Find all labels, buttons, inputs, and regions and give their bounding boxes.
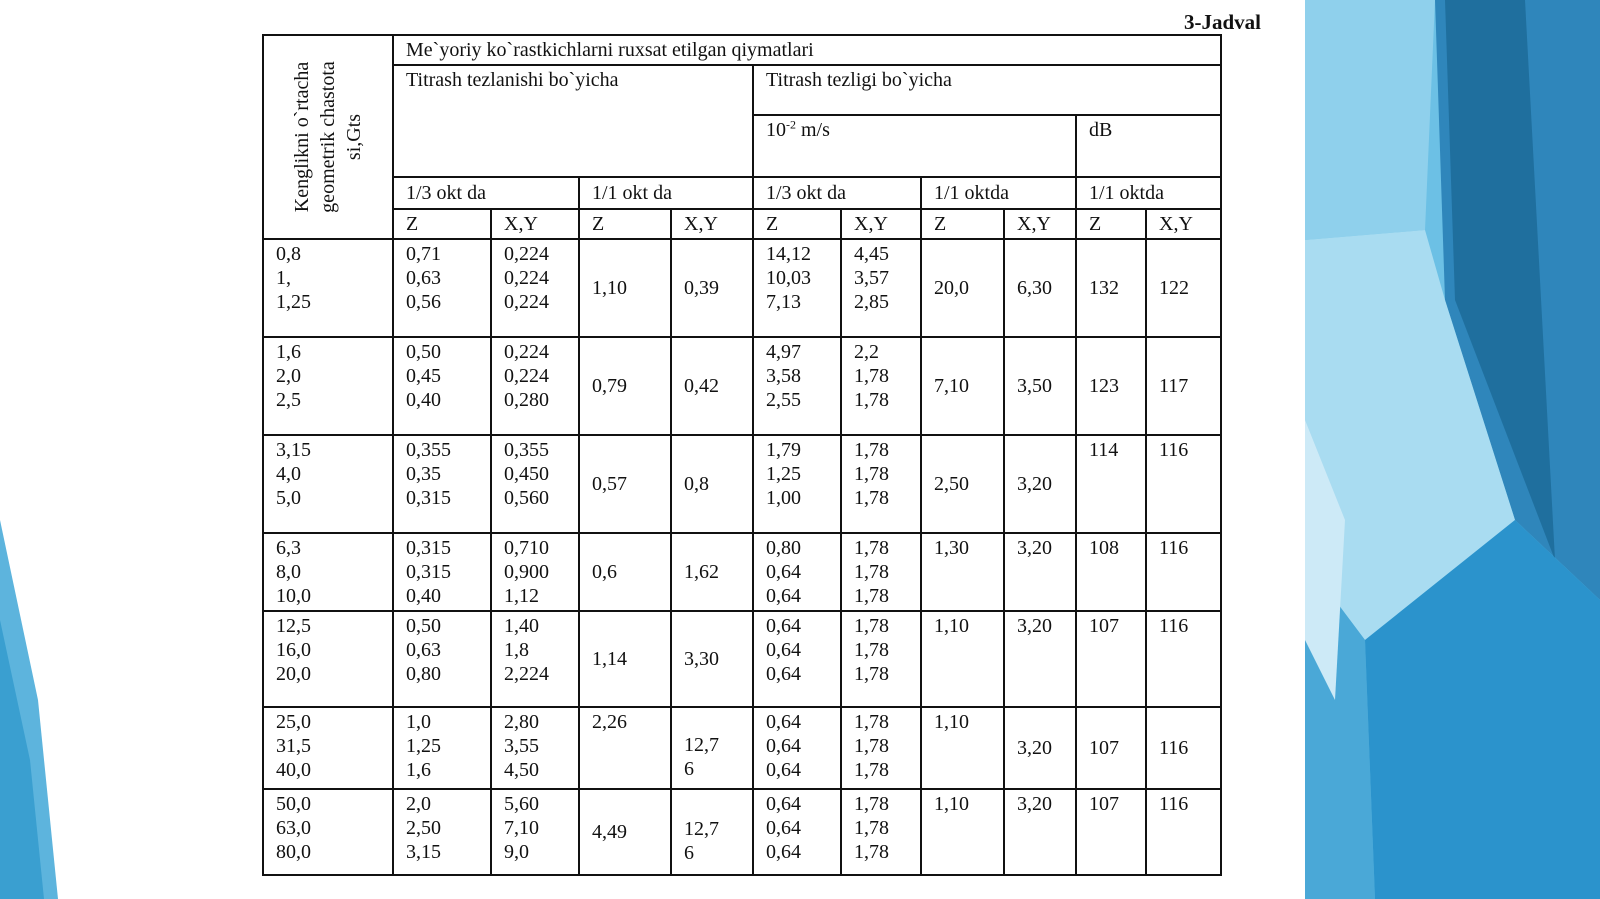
- vel-octave-z-cell: 1,10: [921, 611, 1004, 707]
- cell-value: 2,55: [766, 389, 801, 411]
- header-z: Z: [393, 209, 491, 239]
- cell-value: 1,6: [406, 759, 431, 781]
- frequency-header-line3: si,Gts: [343, 113, 365, 161]
- table-row: [263, 611, 1221, 707]
- cell-value: 0,560: [504, 487, 549, 509]
- vel-octave-xy-cell: 3,20: [1004, 435, 1076, 533]
- cell-value: 9,0: [504, 841, 529, 863]
- db-z-cell: 123: [1076, 337, 1146, 435]
- cell-value: 1,40: [504, 615, 539, 637]
- cell-value: 6: [684, 758, 694, 780]
- vel-third-xy-cell: [841, 435, 921, 533]
- db-z-cell: 114: [1076, 435, 1146, 533]
- cell-value: 0,280: [504, 389, 549, 411]
- cell-value: 3,58: [766, 365, 801, 387]
- db-xy-cell: 117: [1146, 337, 1221, 435]
- cell-value: 0,64: [766, 793, 801, 815]
- cell-value: 0,224: [504, 365, 549, 387]
- table-row: [263, 533, 1221, 611]
- cell-value: 1,78: [854, 585, 889, 607]
- db-z-cell: 107: [1076, 789, 1146, 875]
- cell-value: 3,57: [854, 267, 889, 289]
- db-z-cell: 107: [1076, 611, 1146, 707]
- left-decoration-shape: [0, 0, 80, 899]
- table-body: [263, 239, 1221, 875]
- vel-third-z-cell: [753, 611, 841, 707]
- accel-third-z-cell: [393, 435, 491, 533]
- accel-octave-xy-cell: 0,39: [671, 239, 753, 337]
- cell-value: 80,0: [276, 841, 311, 863]
- header-velocity: Titrash tezligi bo`yicha: [753, 65, 1221, 115]
- accel-third-xy-cell: [491, 337, 579, 435]
- cell-value: 5,0: [276, 487, 301, 509]
- frequency-cell: [263, 707, 393, 789]
- cell-value: 1,78: [854, 639, 889, 661]
- cell-value: 6: [684, 842, 694, 864]
- frequency-cell: [263, 435, 393, 533]
- header-accel-octave: 1/1 okt da: [579, 177, 753, 209]
- vel-third-xy-cell: [841, 337, 921, 435]
- frequency-header-line2: geometrik chastota: [317, 61, 339, 213]
- vel-octave-xy-cell: 3,50: [1004, 337, 1076, 435]
- accel-octave-xy-cell: 3,30: [671, 611, 753, 707]
- cell-value: 0,56: [406, 291, 441, 313]
- accel-octave-xy-cell: [671, 789, 753, 875]
- cell-value: 0,224: [504, 291, 549, 313]
- cell-value: 0,8: [276, 243, 301, 265]
- cell-value: 6,3: [276, 537, 301, 559]
- table-row: [263, 435, 1221, 533]
- cell-value: 1,: [276, 267, 291, 289]
- cell-value: 2,224: [504, 663, 549, 685]
- vel-third-xy-cell: [841, 707, 921, 789]
- cell-value: 3,55: [504, 735, 539, 757]
- vel-octave-z-cell: 7,10: [921, 337, 1004, 435]
- cell-value: 0,64: [766, 561, 801, 583]
- cell-value: 1,78: [854, 841, 889, 863]
- cell-value: 25,0: [276, 711, 311, 733]
- vel-octave-xy-cell: 6,30: [1004, 239, 1076, 337]
- accel-third-xy-cell: [491, 435, 579, 533]
- cell-value: 0,315: [406, 561, 451, 583]
- cell-value: 0,64: [766, 841, 801, 863]
- accel-third-xy-cell: [491, 239, 579, 337]
- table-row: [263, 789, 1221, 875]
- cell-value: 1,8: [504, 639, 529, 661]
- header-norms: Me`yoriy ko`rastkichlarni ruxsat etilgan qiymatlari: [393, 35, 1221, 65]
- cell-value: 4,97: [766, 341, 801, 363]
- cell-value: 2,80: [504, 711, 539, 733]
- cell-value: 0,450: [504, 463, 549, 485]
- accel-third-z-cell: [393, 533, 491, 611]
- accel-octave-xy-cell: 1,62: [671, 533, 753, 611]
- cell-value: 0,64: [766, 639, 801, 661]
- frequency-cell: [263, 337, 393, 435]
- cell-value: 0,71: [406, 243, 441, 265]
- vel-third-xy-cell: [841, 239, 921, 337]
- vel-third-z-cell: [753, 789, 841, 875]
- accel-octave-z-cell: 1,10: [579, 239, 671, 337]
- cell-value: 12,7: [684, 818, 719, 840]
- accel-third-z-cell: [393, 239, 491, 337]
- cell-value: 0,40: [406, 389, 441, 411]
- accel-octave-z-cell: 0,79: [579, 337, 671, 435]
- cell-value: 1,00: [766, 487, 801, 509]
- accel-octave-z-cell: 4,49: [579, 789, 671, 875]
- cell-value: 0,80: [766, 537, 801, 559]
- db-xy-cell: 122: [1146, 239, 1221, 337]
- cell-value: 2,0: [276, 365, 301, 387]
- db-xy-cell: 116: [1146, 435, 1221, 533]
- cell-value: 0,50: [406, 341, 441, 363]
- cell-value: 7,10: [504, 817, 539, 839]
- header-acceleration: Titrash tezlanishi bo`yicha: [393, 65, 753, 177]
- cell-value: 12,7: [684, 734, 719, 756]
- table-caption: 3-Jadval: [1184, 10, 1262, 34]
- right-decoration: [1305, 0, 1600, 899]
- db-z-cell: 132: [1076, 239, 1146, 337]
- cell-value: 0,224: [504, 243, 549, 265]
- cell-value: 1,78: [854, 365, 889, 387]
- cell-value: 1,78: [854, 735, 889, 757]
- vel-third-z-cell: [753, 337, 841, 435]
- accel-octave-z-cell: 0,6: [579, 533, 671, 611]
- header-xy: X,Y: [671, 209, 753, 239]
- cell-value: 10,0: [276, 585, 311, 607]
- cell-value: 12,5: [276, 615, 311, 637]
- cell-value: 0,64: [766, 711, 801, 733]
- db-z-cell: 107: [1076, 707, 1146, 789]
- header-xy: X,Y: [841, 209, 921, 239]
- db-xy-cell: 116: [1146, 533, 1221, 611]
- cell-value: 0,315: [406, 487, 451, 509]
- vel-octave-xy-cell: 3,20: [1004, 533, 1076, 611]
- db-z-cell: 108: [1076, 533, 1146, 611]
- accel-octave-xy-cell: [671, 707, 753, 789]
- cell-value: 1,78: [854, 711, 889, 733]
- frequency-cell: [263, 611, 393, 707]
- accel-octave-xy-cell: 0,8: [671, 435, 753, 533]
- cell-value: 0,64: [766, 735, 801, 757]
- frequency-cell: [263, 533, 393, 611]
- cell-value: 1,78: [854, 793, 889, 815]
- vel-octave-z-cell: 1,30: [921, 533, 1004, 611]
- cell-value: 1,25: [766, 463, 801, 485]
- cell-value: 0,40: [406, 585, 441, 607]
- cell-value: 8,0: [276, 561, 301, 583]
- right-decoration-shapes: [1305, 0, 1600, 899]
- accel-third-z-cell: [393, 789, 491, 875]
- cell-value: 1,78: [854, 561, 889, 583]
- cell-value: 16,0: [276, 639, 311, 661]
- left-decoration: [0, 0, 80, 899]
- vel-octave-xy-cell: 3,20: [1004, 789, 1076, 875]
- accel-third-z-cell: [393, 611, 491, 707]
- cell-value: 1,6: [276, 341, 301, 363]
- cell-value: 1,78: [854, 439, 889, 461]
- cell-value: 2,2: [854, 341, 879, 363]
- cell-value: 1,78: [854, 759, 889, 781]
- accel-third-xy-cell: [491, 533, 579, 611]
- cell-value: 2,5: [276, 389, 301, 411]
- cell-value: 63,0: [276, 817, 311, 839]
- accel-third-xy-cell: [491, 789, 579, 875]
- cell-value: 0,355: [504, 439, 549, 461]
- cell-value: 2,85: [854, 291, 889, 313]
- header-z: Z: [753, 209, 841, 239]
- accel-octave-z-cell: 1,14: [579, 611, 671, 707]
- cell-value: 7,13: [766, 291, 801, 313]
- cell-value: 0,50: [406, 615, 441, 637]
- cell-value: 14,12: [766, 243, 811, 265]
- vel-third-z-cell: [753, 533, 841, 611]
- cell-value: 1,0: [406, 711, 431, 733]
- vel-octave-xy-cell: 3,20: [1004, 611, 1076, 707]
- accel-third-xy-cell: [491, 611, 579, 707]
- cell-value: 0,710: [504, 537, 549, 559]
- cell-value: 0,315: [406, 537, 451, 559]
- header-vel-third-octave: 1/3 okt da: [753, 177, 921, 209]
- db-xy-cell: 116: [1146, 789, 1221, 875]
- cell-value: 0,64: [766, 615, 801, 637]
- cell-value: 1,78: [854, 615, 889, 637]
- cell-value: 0,45: [406, 365, 441, 387]
- cell-value: 1,25: [276, 291, 311, 313]
- cell-value: 2,50: [406, 817, 441, 839]
- header-unit-ms: $10^{-2}$ m/s: [753, 115, 1076, 177]
- axis-header-row: [263, 209, 1221, 239]
- header-db-octave: 1/1 oktda: [1076, 177, 1221, 209]
- cell-value: 20,0: [276, 663, 311, 685]
- cell-value: 0,35: [406, 463, 441, 485]
- vel-octave-z-cell: 1,10: [921, 707, 1004, 789]
- cell-value: 3,15: [276, 439, 311, 461]
- cell-value: 2,0: [406, 793, 431, 815]
- cell-value: 0,224: [504, 341, 549, 363]
- frequency-header: [263, 35, 393, 239]
- header-z: Z: [921, 209, 1004, 239]
- cell-value: 1,78: [854, 663, 889, 685]
- cell-value: 1,78: [854, 487, 889, 509]
- cell-value: 0,64: [766, 663, 801, 685]
- accel-third-z-cell: [393, 337, 491, 435]
- cell-value: 0,900: [504, 561, 549, 583]
- vibration-norms-table: [262, 34, 1222, 876]
- cell-value: 0,64: [766, 817, 801, 839]
- cell-value: 4,45: [854, 243, 889, 265]
- cell-value: 0,64: [766, 759, 801, 781]
- cell-value: 1,12: [504, 585, 539, 607]
- vel-third-z-cell: [753, 707, 841, 789]
- vel-third-z-cell: [753, 239, 841, 337]
- cell-value: 50,0: [276, 793, 311, 815]
- vel-third-xy-cell: [841, 533, 921, 611]
- header-xy: X,Y: [1004, 209, 1076, 239]
- cell-value: 0,80: [406, 663, 441, 685]
- frequency-header-line1: Kenglikni o`rtacha: [291, 61, 313, 213]
- vel-octave-z-cell: 2,50: [921, 435, 1004, 533]
- header-unit-db: dB: [1076, 115, 1221, 177]
- cell-value: 0,64: [766, 585, 801, 607]
- cell-value: 4,50: [504, 759, 539, 781]
- header-xy: X,Y: [1146, 209, 1221, 239]
- header-vel-octave: 1/1 oktda: [921, 177, 1076, 209]
- cell-value: 5,60: [504, 793, 539, 815]
- db-xy-cell: 116: [1146, 611, 1221, 707]
- cell-value: 0,63: [406, 267, 441, 289]
- header-z: Z: [1076, 209, 1146, 239]
- vel-third-xy-cell: [841, 789, 921, 875]
- vel-third-z-cell: [753, 435, 841, 533]
- cell-value: 40,0: [276, 759, 311, 781]
- db-xy-cell: 116: [1146, 707, 1221, 789]
- cell-value: 0,63: [406, 639, 441, 661]
- frequency-cell: [263, 239, 393, 337]
- accel-third-z-cell: [393, 707, 491, 789]
- cell-value: 10,03: [766, 267, 811, 289]
- frequency-cell: [263, 789, 393, 875]
- header-z: Z: [579, 209, 671, 239]
- table-row: [263, 707, 1221, 789]
- vel-octave-z-cell: 20,0: [921, 239, 1004, 337]
- cell-value: 4,0: [276, 463, 301, 485]
- header-xy: X,Y: [491, 209, 579, 239]
- accel-octave-z-cell: 2,26: [579, 707, 671, 789]
- cell-value: 3,15: [406, 841, 441, 863]
- cell-value: 1,78: [854, 537, 889, 559]
- cell-value: 1,79: [766, 439, 801, 461]
- cell-value: 1,78: [854, 817, 889, 839]
- accel-octave-z-cell: 0,57: [579, 435, 671, 533]
- vel-octave-xy-cell: 3,20: [1004, 707, 1076, 789]
- table-row: [263, 239, 1221, 337]
- header-accel-third-octave: 1/3 okt da: [393, 177, 579, 209]
- cell-value: 1,78: [854, 463, 889, 485]
- accel-third-xy-cell: [491, 707, 579, 789]
- table-row: [263, 337, 1221, 435]
- vel-octave-z-cell: 1,10: [921, 789, 1004, 875]
- cell-value: 1,78: [854, 389, 889, 411]
- vel-third-xy-cell: [841, 611, 921, 707]
- cell-value: 0,224: [504, 267, 549, 289]
- cell-value: 0,355: [406, 439, 451, 461]
- accel-octave-xy-cell: 0,42: [671, 337, 753, 435]
- cell-value: 1,25: [406, 735, 441, 757]
- cell-value: 31,5: [276, 735, 311, 757]
